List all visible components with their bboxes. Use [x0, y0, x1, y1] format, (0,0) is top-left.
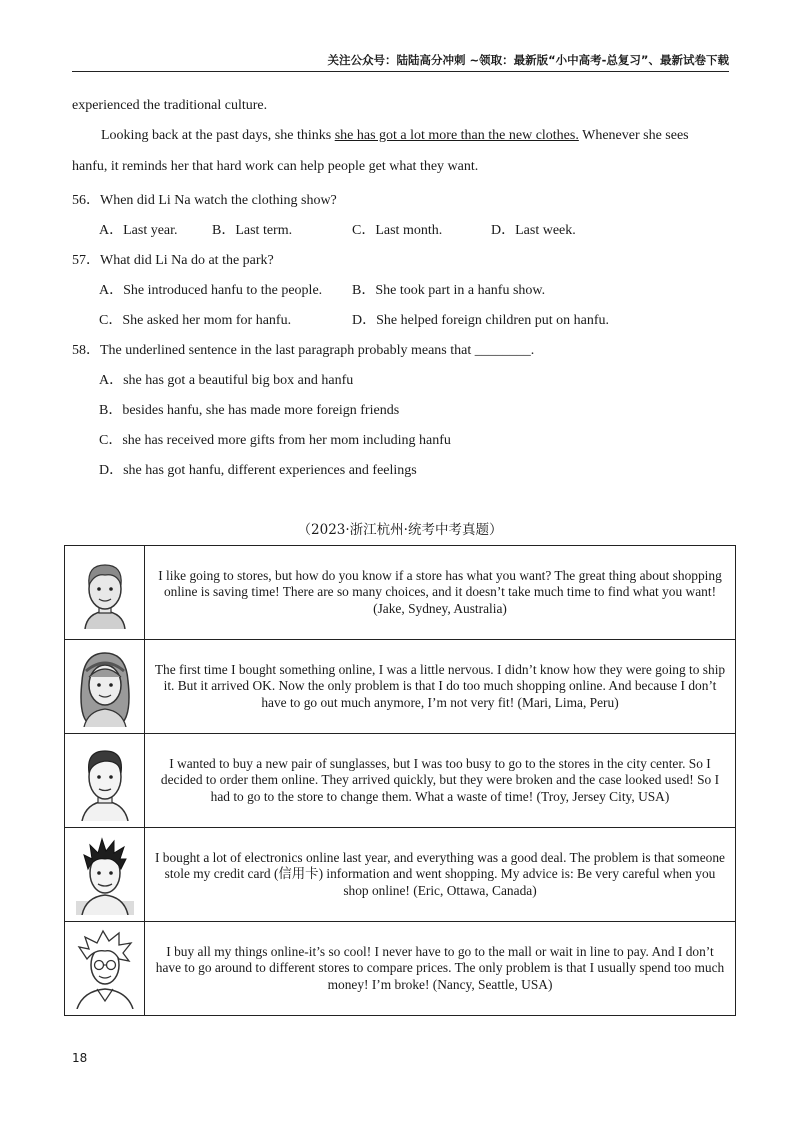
q57-option-c: C．She asked her mom for hanfu. [99, 313, 292, 328]
q56-option-b: B．Last term. [212, 223, 293, 238]
q57-option-a: A．She introduced hanfu to the people. [99, 283, 323, 298]
man-avatar-icon [76, 741, 134, 821]
girl-avatar-icon [74, 647, 136, 727]
question-57-stem: 57．What did Li Na do at the park? [72, 253, 274, 268]
passage-line-3: hanfu, it reminds her that hard work can help people get what they want. [72, 159, 479, 174]
q56-option-c: C．Last month. [352, 223, 443, 238]
woman-glasses-avatar-icon [73, 929, 137, 1009]
section-caption: （2023·浙江杭州·统考中考真题） [297, 522, 503, 538]
row-text: I buy all my things online-it’s so cool! I never have to go to the mall or wait in line to pay. And I don’t have to go around to different stores to compare prices. The only problem is that I usually spend too much money! I’m broke! (Nancy, Seattle, USA) [145, 922, 736, 1016]
passage-line-2-after: Whenever she sees [578, 128, 689, 143]
row-text: I wanted to buy a new pair of sunglasses, but I was too busy to go to the stores in the city center. So I decided to order them online. They arrived quickly, but they were broken and the case looked used! So I had to go to the store to change them. What a waste of time! (Troy, Jersey City, USA) [145, 734, 736, 828]
table-row [65, 734, 736, 828]
question-58-stem: 58．The underlined sentence in the last paragraph probably means that ________. [72, 343, 535, 358]
avatar-cell [65, 640, 145, 734]
table-row [65, 922, 736, 1016]
q58-option-c: C．she has received more gifts from her mom including hanfu [99, 433, 451, 448]
boy-avatar-icon [77, 557, 133, 629]
avatar-cell [65, 922, 145, 1016]
underlined-sentence: she has got a lot more than the new clothes. [334, 128, 579, 143]
table-row [65, 828, 736, 922]
page-number: 18 [72, 1051, 88, 1065]
table-row [65, 546, 736, 640]
q56-option-a: A．Last year. [99, 223, 178, 238]
avatar-cell [65, 828, 145, 922]
passage-line-2 [101, 128, 689, 144]
passage-line-2-before: Looking back at the past days, she thinks [101, 128, 335, 143]
row-text: I like going to stores, but how do you know if a store has what you want? The great thing about shopping online is saving time! There are so many choices, and it doesn’t take much time to find what you want! (Jake, Sydney, Australia) [145, 546, 736, 640]
q57-option-d: D．She helped foreign children put on hanfu. [352, 313, 609, 328]
avatar-cell [65, 546, 145, 640]
spiky-hair-avatar-icon [74, 835, 136, 915]
table-row [65, 640, 736, 734]
page-header: 关注公众号：陆陆高分冲刺 ~领取：最新版“小中高考-总复习”、最新试卷下载 [327, 53, 729, 67]
question-56-stem: 56．When did Li Na watch the clothing show? [72, 193, 337, 208]
row-text: I bought a lot of electronics online last year, and everything was a good deal. The problem is that someone stole my credit card (信用卡) information and went shopping. My advice is: Be very careful when you shop online! (Eric, Ottawa, Canada) [145, 828, 736, 922]
q57-option-b: B．She took part in a hanfu show. [352, 283, 546, 298]
row-text: The first time I bought something online, I was a little nervous. I didn’t know how they were going to ship it. But it arrived OK. Now the only problem is that I do too much shopping online. And because I don’t have to go out much anymore, I’m not very fit! (Mari, Lima, Peru) [145, 640, 736, 734]
q58-option-b: B．besides hanfu, she has made more foreign friends [99, 403, 400, 418]
q56-option-d: D．Last week. [491, 223, 576, 238]
header-divider [72, 71, 729, 72]
q58-option-d: D．she has got hanfu, different experiences and feelings [99, 463, 417, 478]
avatar-cell [65, 734, 145, 828]
passage-line-1: experienced the traditional culture. [72, 98, 268, 113]
q58-option-a: A．she has got a beautiful big box and hanfu [99, 373, 354, 388]
testimonials-table [64, 545, 736, 1016]
